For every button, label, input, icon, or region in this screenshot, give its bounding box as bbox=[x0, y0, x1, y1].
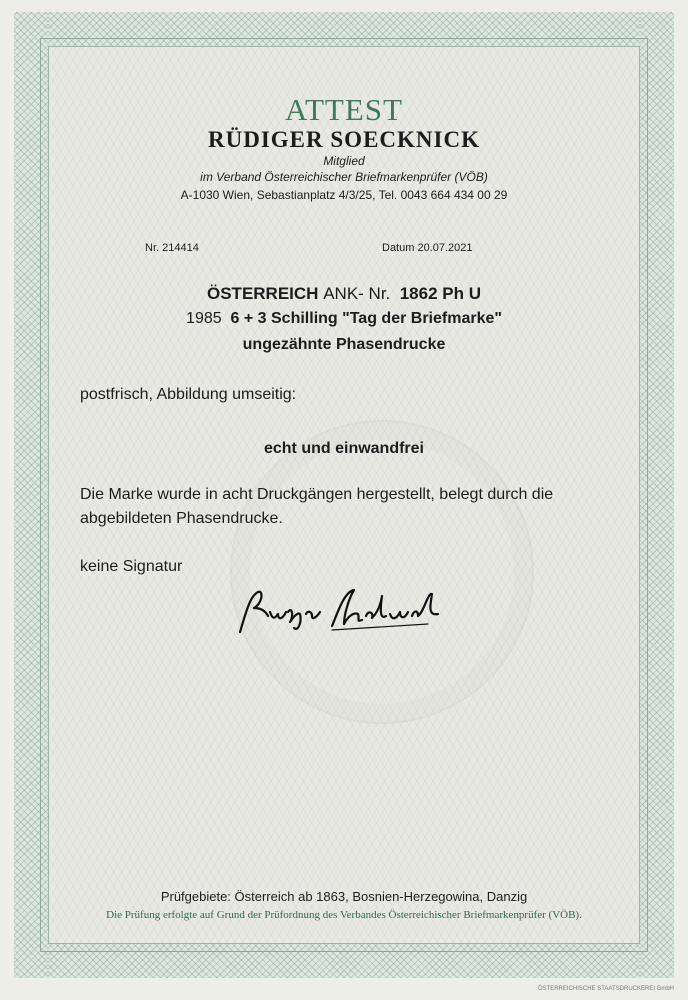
note-line-1: Die Marke wurde in acht Druckgängen hergestellt, belegt durch die bbox=[80, 486, 554, 503]
examiner-name: RÜDIGER SOECKNICK bbox=[208, 127, 480, 152]
country: ÖSTERREICH bbox=[207, 284, 319, 303]
stamp-description: 6 + 3 Schilling "Tag der Briefmarke" bbox=[230, 310, 502, 327]
attest-title: ATTEST bbox=[285, 92, 403, 127]
watermark-seal bbox=[230, 420, 534, 724]
member-label: Mitglied bbox=[323, 154, 365, 168]
association-line: im Verband Österreichischer Briefmarkenprüfer (VÖB) bbox=[200, 170, 488, 184]
stamp-description-line bbox=[0, 310, 688, 328]
signature-note: keine Signatur bbox=[80, 558, 183, 575]
condition-text: postfrisch, Abbildung umseitig: bbox=[80, 386, 297, 403]
examination-areas: Prüfgebiete: Österreich ab 1863, Bosnien-Herzegowina, Danzig bbox=[160, 889, 528, 904]
ank-label: ANK- Nr. bbox=[323, 284, 391, 303]
printer-imprint: ÖSTERREICHISCHE STAATSDRUCKEREI GmbH bbox=[537, 986, 674, 992]
certificate-number: Nr. 214414 bbox=[145, 242, 199, 254]
certificate-date: Datum 20.07.2021 bbox=[382, 242, 473, 254]
stamp-catalog-line bbox=[0, 284, 688, 304]
ank-number: 1862 Ph U bbox=[399, 284, 481, 303]
address-line: A-1030 Wien, Sebastianplatz 4/3/25, Tel. 0043 664 434 00 29 bbox=[180, 188, 508, 202]
note-line-2: abgebildeten Phasendrucke. bbox=[80, 510, 283, 527]
stamp-variant: ungezähnte Phasendrucke bbox=[242, 336, 446, 353]
stamp-year: 1985 bbox=[186, 310, 222, 327]
verdict-text: echt und einwandfrei bbox=[263, 440, 424, 457]
handwritten-signature bbox=[228, 582, 448, 642]
examination-rules: Die Prüfung erfolgte auf Grund der Prüfordnung des Verbandes Österreichischer Briefmarkenprüfer (VÖB). bbox=[106, 909, 582, 921]
